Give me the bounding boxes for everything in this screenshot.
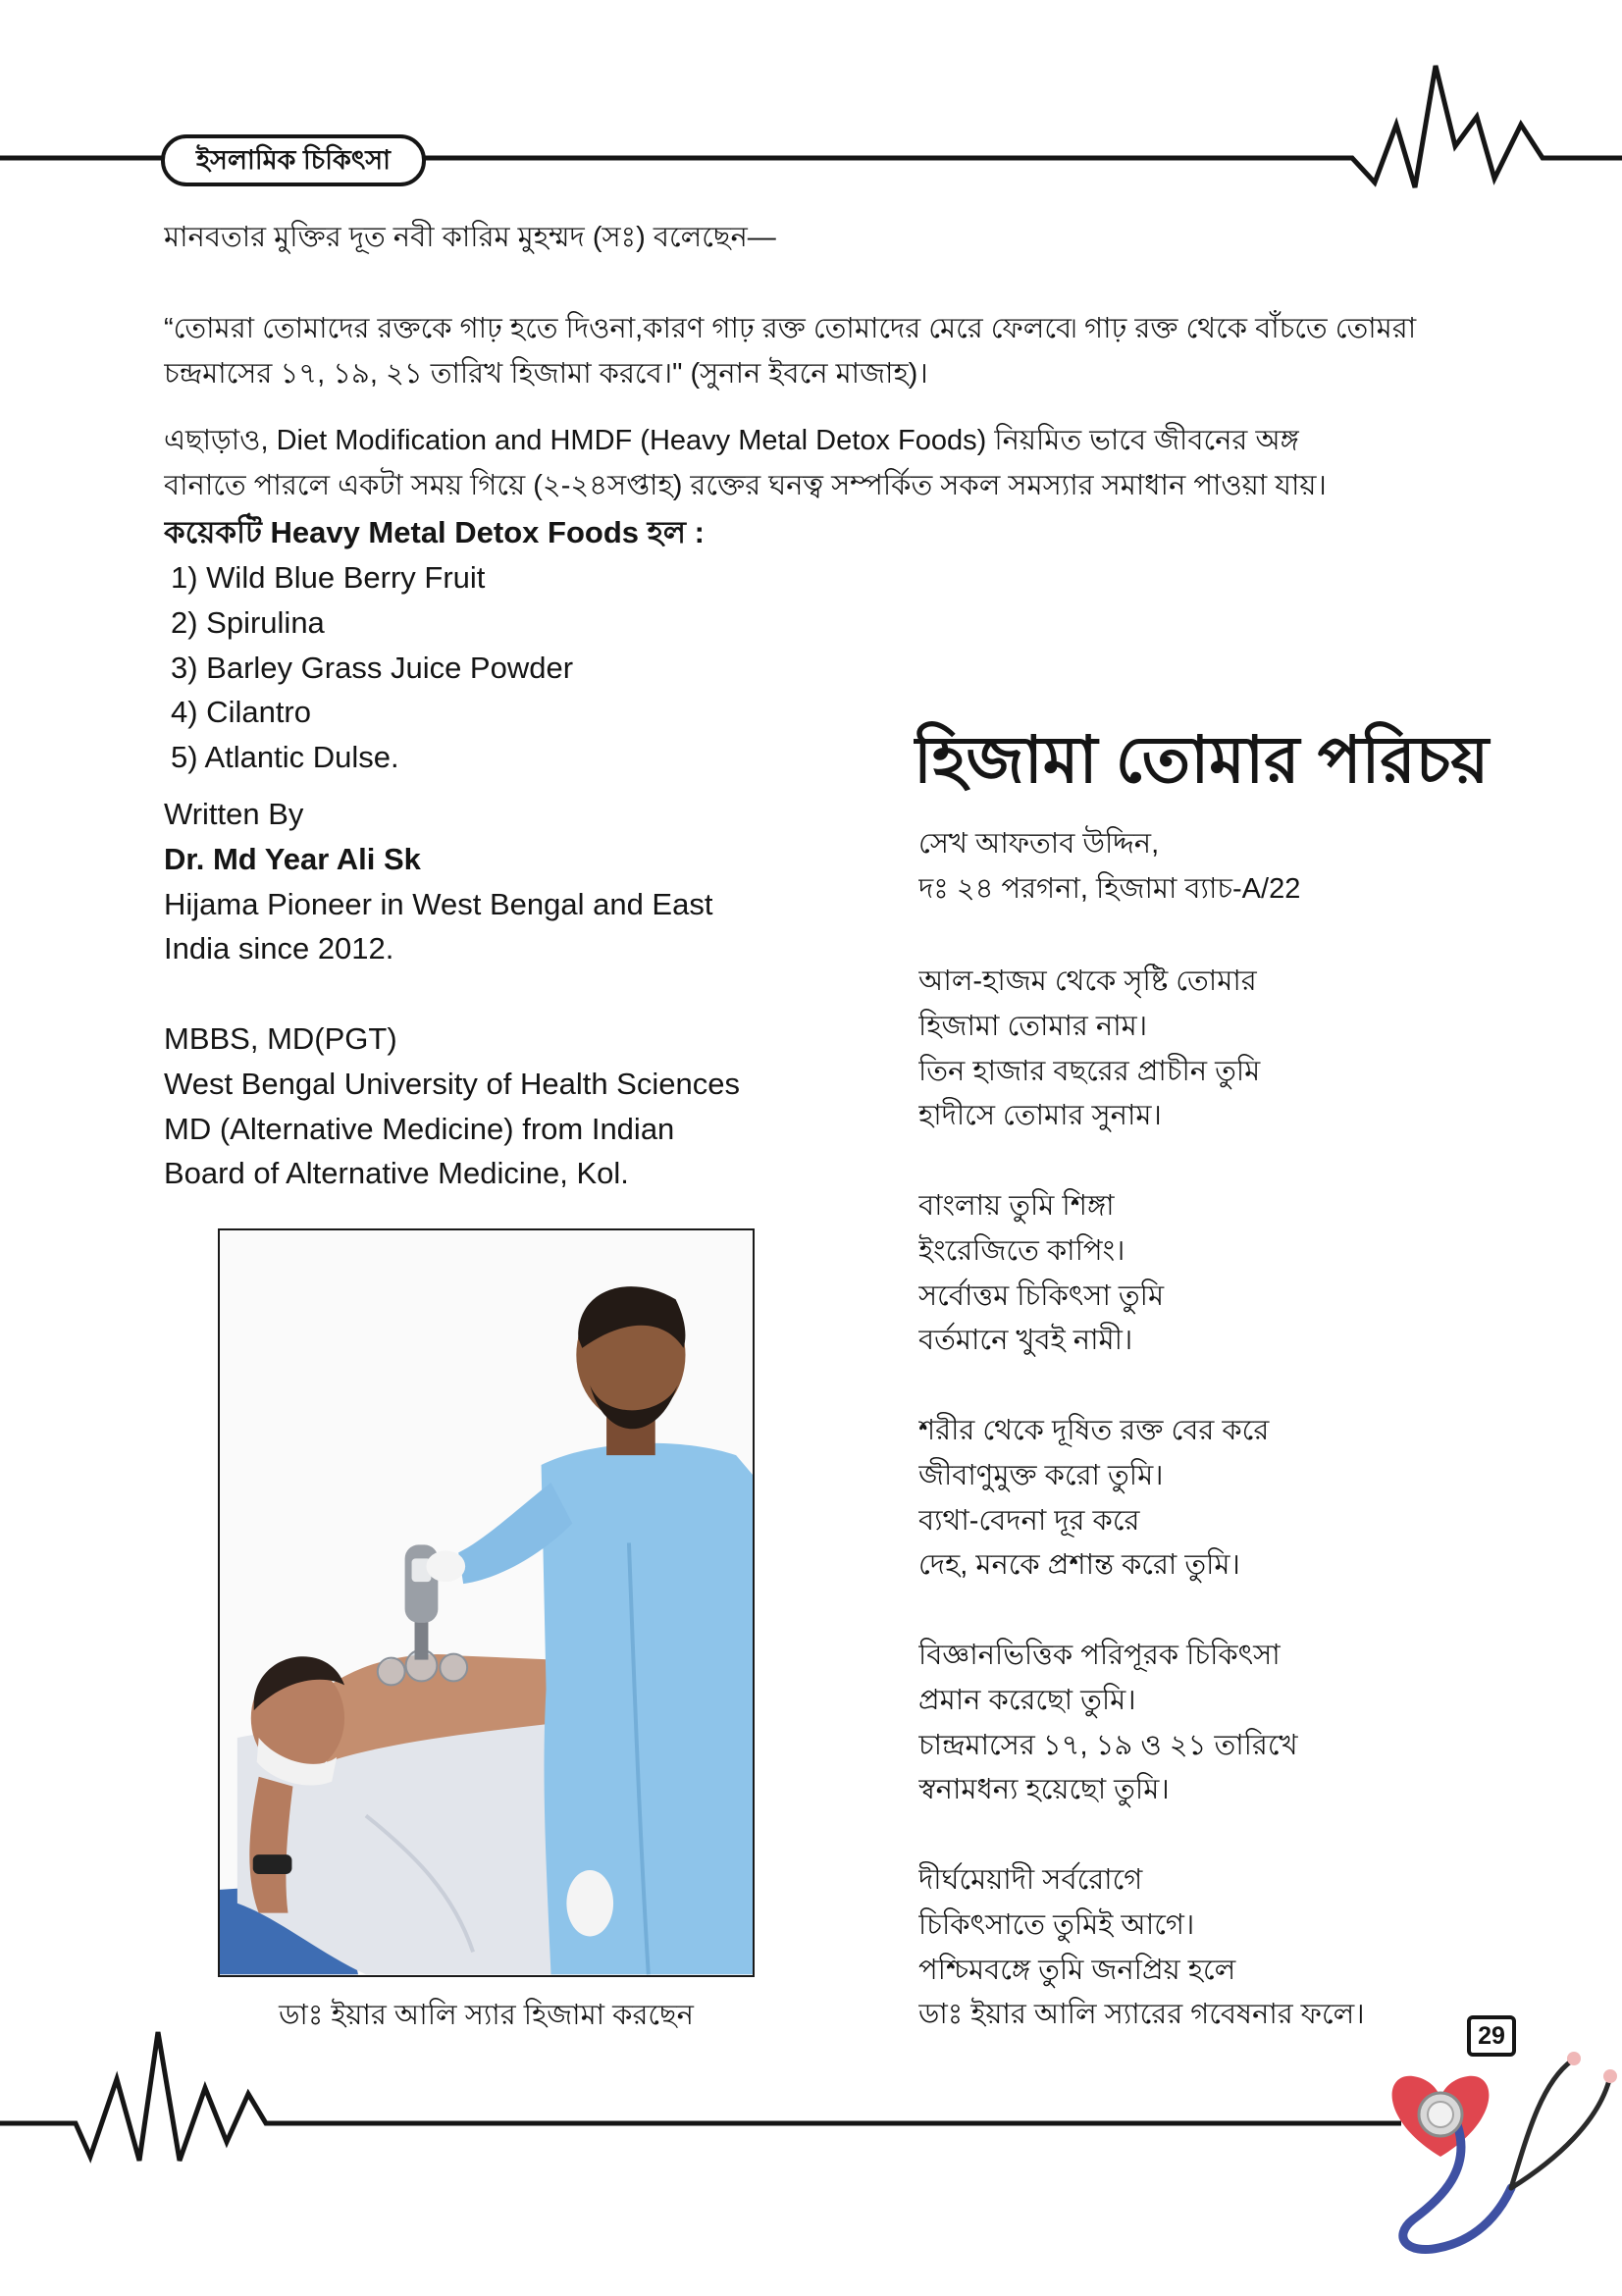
list-item: 1) Wild Blue Berry Fruit	[171, 560, 486, 595]
stethoscope-diaphragm	[1428, 2102, 1453, 2127]
poem-line: বর্তমানে খুবই নামী।	[918, 1325, 1133, 1357]
poem-author-line: সেখ আফতাব উদ্দিন,	[918, 828, 1160, 860]
quote-line: “তোমরা তোমাদের রক্তকে গাঢ় হতে দিওনা,কারণ গাঢ় রক্ত তোমাদের মেরে ফেলবে৷ গাঢ় রক্ত থেকে বাঁচতে তোমরা	[164, 313, 1417, 344]
cupping-cup	[378, 1658, 405, 1686]
qualification-line: West Bengal University of Health Sciences	[164, 1066, 740, 1101]
quote-line: চন্দ্রমাসের ১৭, ১৯, ২১ তারিখ হিজামা করবে।" (সুনান ইবনে মাজাহ)।	[164, 357, 928, 390]
stanza-gap	[918, 1813, 1596, 1858]
poem-line: বাংলায় তুমি শিঙ্গা	[918, 1189, 1115, 1222]
qualification-line: Board of Alternative Medicine, Kol.	[164, 1156, 629, 1191]
footer-heartbeat-line-icon	[0, 2032, 1401, 2161]
page-number: 29	[1467, 2015, 1516, 2057]
poem-line: স্বনামধন্য হয়েছো তুমি।	[918, 1774, 1170, 1806]
hijama-scene-illustration	[220, 1230, 753, 1975]
doctor-glove-left	[426, 1550, 465, 1582]
photo-caption: ডাঃ ইয়ার আলি স্যার হিজামা করছেন	[279, 2000, 694, 2031]
poem-line: ডাঃ ইয়ার আলি স্যারের গবেষনার ফলে।	[918, 1999, 1365, 2031]
stanza-gap	[918, 1589, 1596, 1634]
poem-line: দীর্ঘমেয়াদী সর্বরোগে	[918, 1863, 1143, 1896]
poem-line: তিন হাজার বছরের প্রাচীন তুমি	[918, 1055, 1261, 1087]
poem-body	[918, 960, 1596, 2038]
heart-icon	[1392, 2076, 1490, 2157]
poem-line: প্রমান করেছো তুমি।	[918, 1684, 1136, 1716]
poem-line: পশ্চিমবঙ্গে তুমি জনপ্রিয় হলে	[918, 1954, 1236, 1986]
list-item: 5) Atlantic Dulse.	[171, 740, 399, 775]
poem-line: চিকিৎসাতে তুমিই আগে।	[918, 1908, 1195, 1941]
hadith-quote	[164, 307, 1469, 397]
poem-line: শরীর থেকে দূষিত রক্ত বের করে	[918, 1414, 1270, 1446]
list-item: 2) Spirulina	[171, 604, 325, 640]
list-item: 3) Barley Grass Juice Powder	[171, 650, 574, 685]
spacer	[164, 971, 890, 1017]
qualification-line: MD (Alternative Medicine) from Indian	[164, 1111, 675, 1146]
author-bio-line: Hijama Pioneer in West Bengal and East	[164, 886, 713, 921]
list-item: 4) Cilantro	[171, 695, 311, 730]
earpiece-left	[1567, 2052, 1581, 2065]
poem-line: দেহ, মনকে প্রশান্ত করো তুমি।	[918, 1549, 1240, 1582]
poem-author	[918, 822, 1596, 913]
intro-line: মানবতার মুক্তির দূত নবী কারিম মুহম্মদ (সঃ) বলেছেন—	[164, 222, 776, 253]
cupping-pump-nozzle	[415, 1619, 429, 1660]
poem-title: হিজামা তোমার পরিচয়	[914, 723, 1490, 796]
poem-line: সর্বোত্তম চিকিৎসা তুমি	[918, 1279, 1165, 1312]
poem-line: ইংরেজিতে কাপিং।	[918, 1234, 1125, 1267]
poem-line: হাদীসে তোমার সুনাম।	[918, 1100, 1162, 1132]
header-heartbeat-line-icon	[420, 66, 1622, 187]
earpiece-right	[1603, 2069, 1617, 2083]
poem-line: আল-হাজম থেকে সৃষ্টি তোমার	[918, 965, 1257, 997]
author-bio-line: India since 2012.	[164, 931, 394, 966]
author-name: Dr. Md Year Ali Sk	[164, 841, 421, 876]
stethoscope-tube	[1403, 2124, 1511, 2250]
section-tag: ইসলামিক চিকিৎসা	[161, 134, 426, 186]
intro-block	[164, 216, 1469, 261]
poem-line: চান্দ্রমাসের ১৭, ১৯ ও ২১ তারিখে	[918, 1729, 1298, 1761]
wristwatch	[253, 1854, 292, 1874]
poem-line: হিজামা তোমার নাম।	[918, 1010, 1148, 1042]
detox-paragraph	[164, 419, 1469, 509]
stanza-gap	[918, 1139, 1596, 1184]
poem-line: জীবাণুমুক্ত করো তুমি।	[918, 1459, 1164, 1491]
stethoscope-chestpiece	[1419, 2093, 1462, 2136]
poem-line: বিজ্ঞানভিত্তিক পরিপূরক চিকিৎসা	[918, 1639, 1281, 1671]
written-by-label: Written By	[164, 797, 304, 831]
poem-author-line: দঃ ২৪ পরগনা, হিজামা ব্যাচ-A/22	[918, 872, 1301, 905]
poem-line: ব্যথা-বেদনা দূর করে	[918, 1504, 1140, 1537]
stethoscope-icon	[1392, 2052, 1617, 2250]
doctor-glove-right	[566, 1870, 613, 1937]
cupping-cup	[440, 1654, 467, 1682]
stethoscope-binaural-right	[1511, 2080, 1609, 2188]
detox-heading-block	[164, 510, 1047, 555]
paragraph-line: এছাড়াও, Diet Modification and HMDF (Heavy Metal Detox Foods) নিয়মিত ভাবে জীবনের অঙ্গ	[164, 425, 1299, 456]
hijama-photo	[218, 1228, 755, 1977]
author-credits	[164, 792, 890, 1196]
paragraph-line: বানাতে পারলে একটা সময় গিয়ে (২-২৪সপ্তাহ) রক্তের ঘনত্ব সম্পর্কিত সকল সমস্যার সমাধান পাওয়া যায়।	[164, 469, 1327, 501]
stanza-gap	[918, 1364, 1596, 1409]
detox-heading: কয়েকটি Heavy Metal Detox Foods হল :	[164, 515, 705, 549]
detox-foods-list	[171, 555, 858, 780]
qualification-line: MBBS, MD(PGT)	[164, 1020, 397, 1056]
stethoscope-binaural-left	[1511, 2061, 1572, 2188]
